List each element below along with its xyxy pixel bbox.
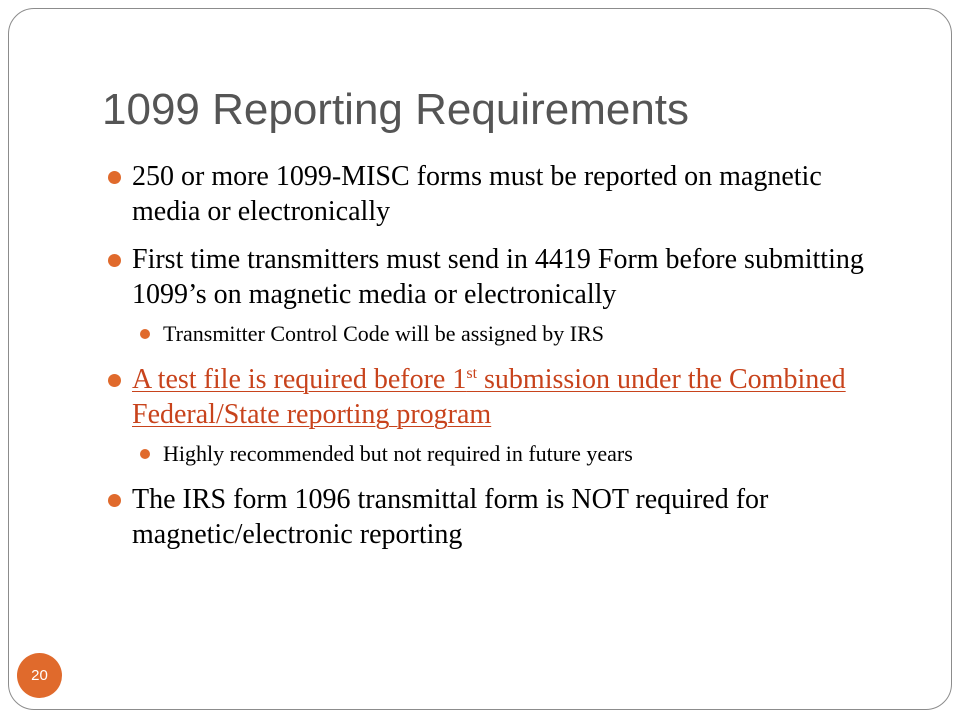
bullet-icon (108, 171, 121, 184)
bullet-item-4 (108, 482, 868, 552)
slide-title: 1099 Reporting Requirements (102, 85, 690, 134)
sub-bullet-icon (140, 449, 150, 459)
bullet-text: First time transmitters must send in 4419 Form before submitting 1099’s on magnetic media or electronically (132, 244, 864, 310)
bullet-icon (108, 374, 121, 387)
sub-bullet-text: Transmitter Control Code will be assigned by IRS (163, 321, 605, 346)
bullet-item-2 (108, 242, 868, 312)
sub-bullet-item-3-1 (140, 440, 868, 468)
bullet-text: The IRS form 1096 transmittal form is NOT required for magnetic/electronic reporting (132, 484, 769, 550)
sub-bullet-item-2-1 (140, 320, 868, 348)
sub-bullet-icon (140, 329, 150, 339)
page-number-badge: 20 (17, 653, 62, 698)
link-text-part-2: submission under the Combined Federal/State reporting program (132, 364, 846, 430)
test-file-link[interactable] (132, 364, 846, 430)
sub-bullet-text: Highly recommended but not required in future years (163, 441, 633, 466)
bullet-item-1 (108, 159, 868, 229)
bullet-text: 250 or more 1099-MISC forms must be reported on magnetic media or electronically (132, 161, 822, 227)
bullet-list (108, 159, 868, 565)
bullet-item-3 (108, 362, 868, 432)
bullet-icon (108, 494, 121, 507)
link-text-part-1: A test file is required before 1 (132, 364, 467, 395)
bullet-icon (108, 254, 121, 267)
link-superscript: st (466, 365, 478, 382)
